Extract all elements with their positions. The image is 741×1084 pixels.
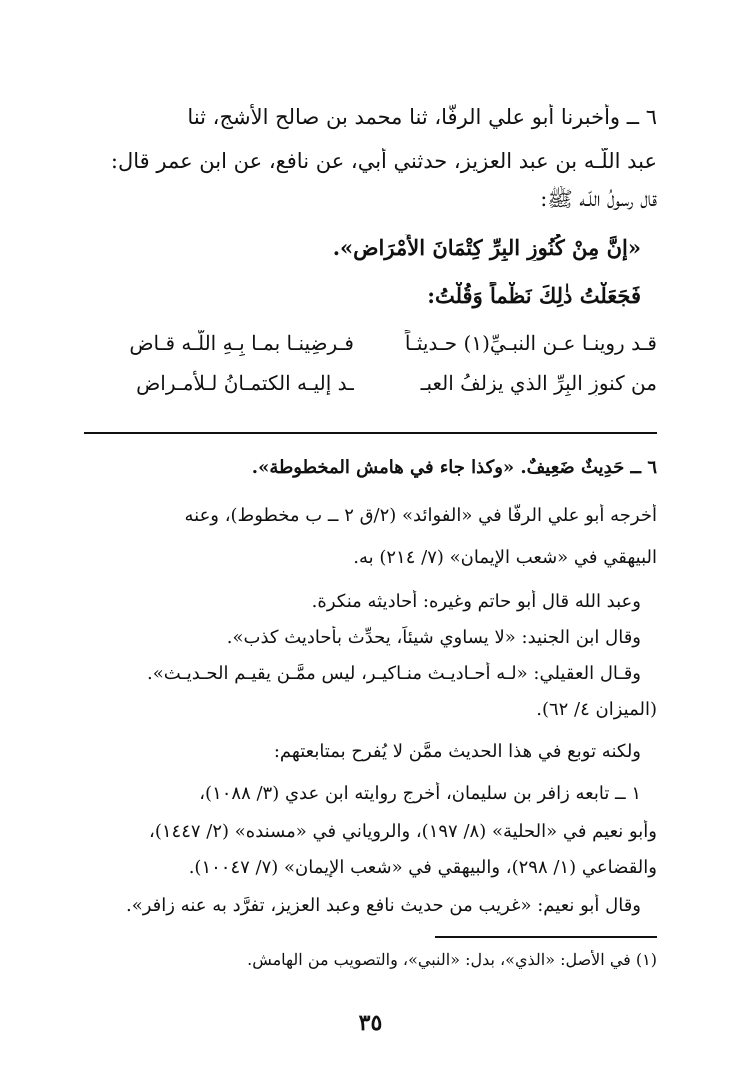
commentary-line-7: ولكنه توبع في هذا الحديث ممَّن لا يُفرح بمتابعتهم: bbox=[273, 741, 641, 762]
commentary-line-8: ١ ــ تابعه زافر بن سليمان، أخرج روايته ابن عدي (٣/ ١٠٨٨)، bbox=[199, 783, 641, 804]
poem-verse-2-first-hemistich: من كنوزِ البِرِّ الذي يزلفُ العبـ bbox=[420, 371, 657, 395]
main-line-2: عبد اللّـه بن عبد العزيز، حدثني أبي، عن نافع، عن ابن عمر قال: bbox=[110, 149, 657, 173]
commentary-line-2: البيهقي في «شعب الإيمان» (٧/ ٢١٤) به. bbox=[353, 547, 657, 568]
footnote-text: (١) في الأصل: «الذي»، بدل: «النبي»، والتصويب من الهامش. bbox=[247, 950, 657, 969]
commentary-line-9: وأبو نعيم في «الحلية» (٨/ ١٩٧)، والروياني في «مسنده» (٢/ ١٤٤٧)، bbox=[149, 821, 657, 842]
commentary-line-11: وقال أبو نعيم: «غريب من حديث نافع وعبد العزيز، تفرَّد به عنه زافر». bbox=[126, 895, 641, 916]
main-line-1: ٦ ــ وأخبرنا أبو علي الرفَّا، ثنا محمد بن صالح الأشج، ثنا bbox=[187, 105, 657, 129]
page-number: ٣٥ bbox=[358, 1010, 383, 1036]
commentary-line-4: وقال ابن الجنيد: «لا يساوي شيئاً، يحدِّث بأحاديث كذب». bbox=[226, 627, 641, 648]
commentary-line-6: (الميزان ٤/ ٦٢). bbox=[536, 699, 657, 720]
poem-verse-2-second-hemistich: ـد إليـه الكتمـانُ لـلأمـراضِ bbox=[136, 371, 354, 395]
poem-intro: فَجَعَلْتُ ذٰلِكَ نَظْماً وَقُلْتُ: bbox=[427, 283, 641, 308]
commentary-line-3: وعبد الله قال أبو حاتم وغيره: أحاديثه منكرة. bbox=[311, 591, 641, 612]
main-line-3: قال رسولُ اللّـه ﷺ: bbox=[540, 187, 657, 211]
hadith-text: «إنَّ مِنْ كُنُوزِ البِرِّ كِتْمَانَ الأَمْرَاضِ». bbox=[332, 235, 641, 260]
commentary-line-5: وقـال العقيلي: «لـه أحـاديـث منـاكيـر، ليس ممَّـن يقيـم الحـديـث». bbox=[147, 663, 641, 684]
commentary-line-10: والقضاعي (١/ ٢٩٨)، والبيهقي في «شعب الإيمان» (٧/ ١٠٠٤٧). bbox=[188, 857, 657, 878]
poem-verse-1-second-hemistich: فـرضِينـا بمـا بِـهِ اللّـه قـاضِ bbox=[129, 331, 354, 355]
section-divider bbox=[84, 432, 657, 434]
commentary-heading: ٦ ــ حَدِيثٌ ضَعِيفٌ. «وكذا جاء في هامش المخطوطة». bbox=[251, 457, 657, 478]
commentary-line-1: أخرجه أبو علي الرفَّا في «الفوائد» (٢/ق ٢ ــ ب مخطوط)، وعنه bbox=[184, 505, 657, 526]
footnote-divider bbox=[435, 936, 657, 938]
poem-verse-1-first-hemistich: قـد روينـا عـن النبـيِّ(١) حـديثـاً bbox=[404, 331, 657, 355]
